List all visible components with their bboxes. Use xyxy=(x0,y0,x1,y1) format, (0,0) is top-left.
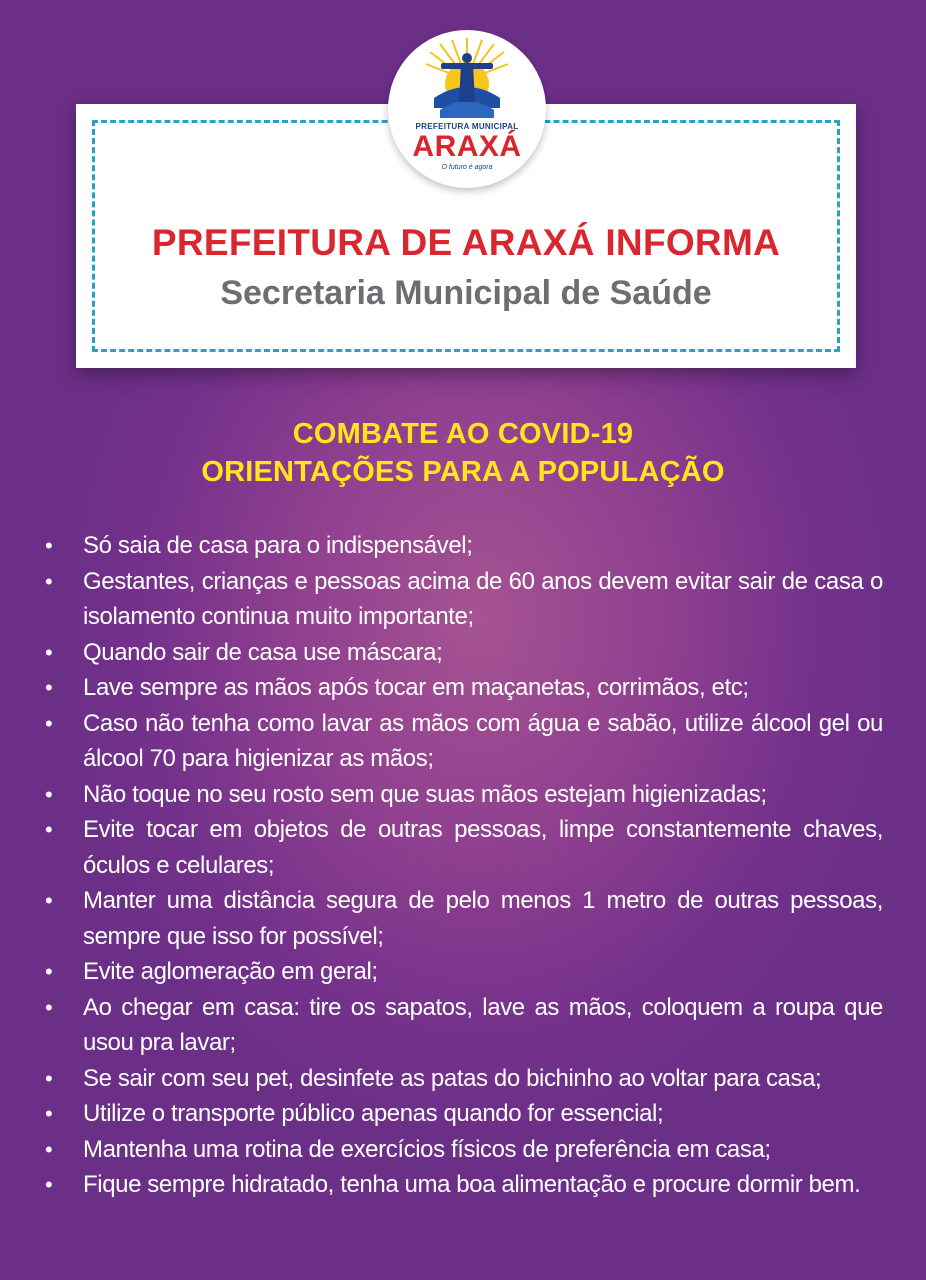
guideline-item xyxy=(45,564,883,635)
guideline-item xyxy=(45,706,883,777)
guideline-text: Fique sempre hidratado, tenha uma boa alimentação e procure dormir bem. xyxy=(83,1171,861,1198)
guideline-item xyxy=(45,635,883,671)
bullet-icon: • xyxy=(45,1101,53,1126)
guideline-text: Só saia de casa para o indispensável; xyxy=(83,532,473,559)
guideline-text: Gestantes, crianças e pessoas acima de 60 anos devem evitar sair de casa o isolamento continua muito importante; xyxy=(83,567,883,630)
guideline-text: Utilize o transporte público apenas quando for essencial; xyxy=(83,1100,664,1127)
guideline-item xyxy=(45,1096,883,1132)
guideline-item xyxy=(45,1061,883,1097)
bullet-icon: • xyxy=(45,1065,53,1091)
logo-subtitle: PREFEITURA MUNICIPAL xyxy=(415,122,519,131)
guideline-item xyxy=(45,812,883,883)
guidelines-list xyxy=(45,528,883,1203)
guideline-item xyxy=(45,990,883,1061)
guideline-text: Se sair com seu pet, desinfete as patas do bichinho ao voltar para casa; xyxy=(83,1064,822,1092)
bullet-icon: • xyxy=(45,639,53,665)
guideline-text: Mantenha uma rotina de exercícios físicos de preferência em casa; xyxy=(83,1135,771,1163)
guideline-text: Não toque no seu rosto sem que suas mãos estejam higienizadas; xyxy=(83,780,767,808)
guideline-item xyxy=(45,777,883,813)
bullet-icon: • xyxy=(45,568,53,594)
logo-name: ARAXÁ xyxy=(412,130,522,163)
guideline-text: Quando sair de casa use máscara; xyxy=(83,638,443,666)
guideline-item xyxy=(45,528,883,564)
page-title: PREFEITURA DE ARAXÁ INFORMA xyxy=(151,222,781,263)
bullet-icon: • xyxy=(45,817,53,842)
bullet-icon: • xyxy=(45,959,53,984)
guideline-item xyxy=(45,1132,883,1168)
headline-line-1: COMBATE AO COVID-19 xyxy=(292,418,634,450)
page-subtitle: Secretaria Municipal de Saúde xyxy=(220,274,712,312)
bullet-icon: • xyxy=(45,888,53,913)
bullet-icon: • xyxy=(45,994,53,1020)
guideline-item xyxy=(45,954,883,990)
guideline-text: Lave sempre as mãos após tocar em maçanetas, corrimãos, etc; xyxy=(83,674,749,701)
headline-line-2: ORIENTAÇÕES PARA A POPULAÇÃO xyxy=(201,456,725,488)
guideline-text: Manter uma distância segura de pelo menos 1 metro de outras pessoas, sempre que isso for possível; xyxy=(83,887,883,950)
prefeitura-logo xyxy=(388,30,546,188)
bullet-icon: • xyxy=(45,533,53,558)
christ-statue-icon xyxy=(422,36,512,122)
bullet-icon: • xyxy=(45,1136,53,1162)
guideline-item xyxy=(45,670,883,706)
bullet-icon: • xyxy=(45,710,53,736)
guideline-item xyxy=(45,1167,883,1203)
logo-slogan: O futuro é agora xyxy=(441,164,493,171)
guideline-text: Evite aglomeração em geral; xyxy=(83,958,378,985)
guideline-item xyxy=(45,883,883,954)
guideline-text: Evite tocar em objetos de outras pessoas, limpe constantemente chaves, óculos e celulares; xyxy=(83,816,883,879)
bullet-icon: • xyxy=(45,675,53,700)
bullet-icon: • xyxy=(45,781,53,807)
guideline-text: Caso não tenha como lavar as mãos com água e sabão, utilize álcool gel ou álcool 70 para higienizar as mãos; xyxy=(83,709,883,772)
bullet-icon: • xyxy=(45,1172,53,1197)
guideline-text: Ao chegar em casa: tire os sapatos, lave as mãos, coloquem a roupa que usou pra lavar; xyxy=(83,993,883,1056)
